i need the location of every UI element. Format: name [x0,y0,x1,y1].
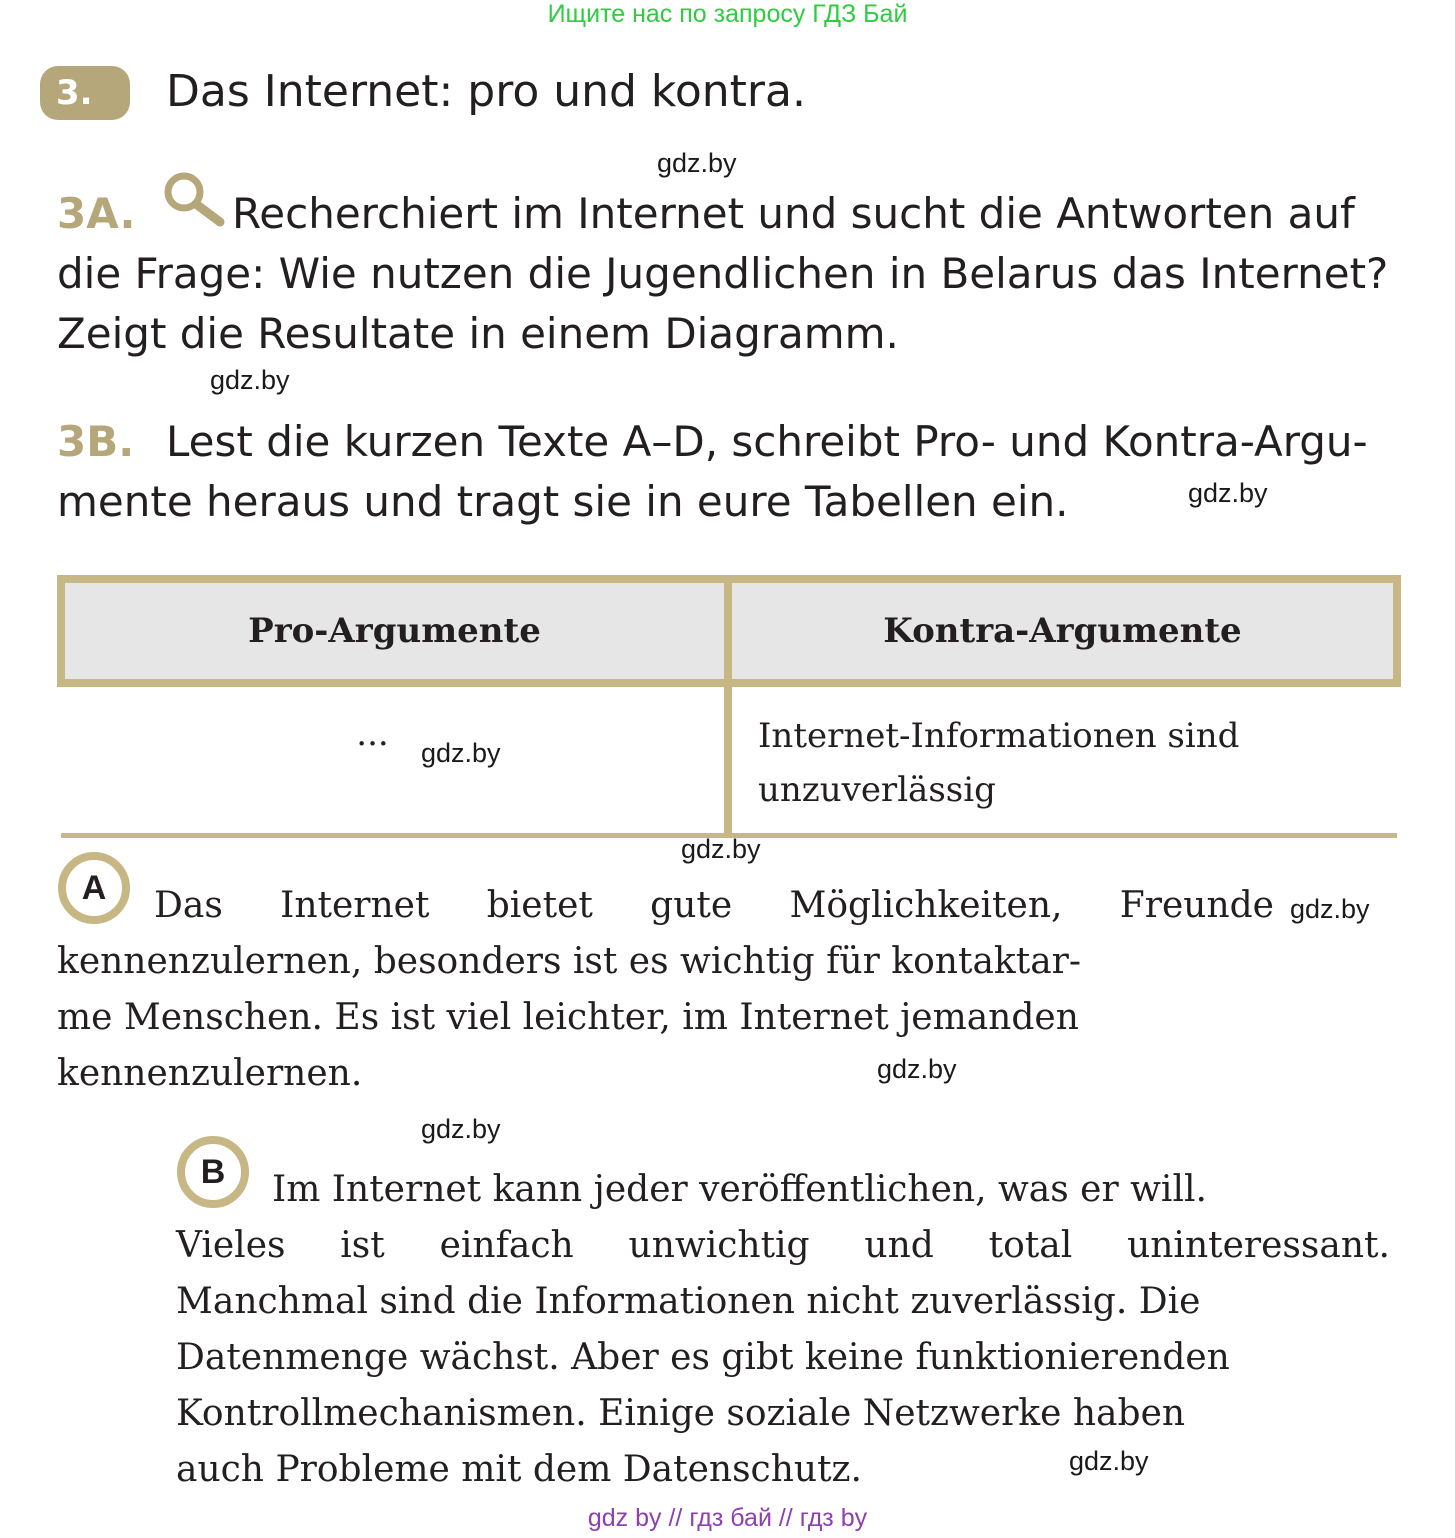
text-b-word: Vieles [176,1225,286,1266]
watermark-gdz: gdz.by [1290,894,1370,924]
text-a-word: Internet [280,885,430,926]
text-b-line-3: Manchmal sind die Informationen nicht zuverlässig. Die [176,1281,1201,1322]
watermark-gdz: gdz.by [877,1054,957,1084]
text-b-line-5: Kontrollmechanismen. Einige soziale Netzwerke haben [176,1393,1186,1434]
pro-header: Pro-Argumente [61,579,728,683]
watermark-gdz: gdz.by [657,148,737,178]
kontra-cell-line-1: Internet-Informationen sind [758,716,1240,756]
text-b-word: einfach [439,1225,574,1266]
text-a-word: Möglichkeiten, [789,885,1063,926]
arguments-table [57,575,1401,838]
watermark-gdz: gdz.by [421,1114,501,1144]
text-a-marker: A [58,852,130,924]
text-b-word: total [988,1225,1073,1266]
text-b-line-6: auch Probleme mit dem Datenschutz. [176,1449,862,1490]
text-b-word: ist [340,1225,385,1266]
text-a-line-3: me Menschen. Es ist viel leichter, im Internet jemanden [57,997,1079,1038]
text-b-word: und [864,1225,934,1266]
kontra-cell [728,683,1397,836]
kontra-cell-line-2: unzuverlässig [758,770,996,810]
task-3a-line-1: Recherchiert im Internet und sucht die Antworten auf [232,189,1355,238]
section-title: Das Internet: pro und kontra. [166,66,806,117]
text-b-word: uninteressant. [1127,1225,1390,1266]
text-b-line-1: Im Internet kann jeder veröffentlichen, was er will. [272,1169,1207,1210]
pro-cell-text: ... [356,714,389,754]
kontra-header: Kontra-Argumente [728,579,1397,683]
magnifier-icon [162,172,226,228]
text-a-word: Das [154,885,223,926]
watermark-gdz: gdz.by [1069,1446,1149,1476]
table-row [61,683,1397,836]
text-a-line-2: kennenzulernen, besonders ist es wichtig für kontaktar- [57,941,1082,982]
task-3b-label: 3B. [57,417,135,466]
pro-cell [61,683,728,836]
watermark-gdz: gdz.by [421,738,501,768]
text-b-line-4: Datenmenge wächst. Aber es gibt keine funktionierenden [176,1337,1230,1378]
task-3b-line-1: Lest die kurzen Texte A–D, schreibt Pro- und Kontra-Argu- [166,417,1368,466]
text-b-line-2 [176,1218,1390,1274]
text-a-line-1 [154,878,1274,934]
watermark-gdz: gdz.by [1188,478,1268,508]
text-a-word: gute [650,885,733,926]
text-a-word: bietet [486,885,593,926]
section-number-badge: 3. [40,66,130,120]
task-3b-line-2: mente heraus und tragt sie in eure Tabellen ein. [57,477,1069,526]
task-3a-line-3: Zeigt die Resultate in einem Diagramm. [57,309,899,358]
watermark-gdz: gdz.by [681,834,761,864]
text-b-word: unwichtig [628,1225,810,1266]
top-watermark: Ищите нас по запросу ГДЗ Бай [547,0,908,28]
task-3a-label: 3A. [57,189,136,238]
text-a-line-4: kennenzulernen. [57,1053,363,1094]
text-a-word: Freunde [1119,885,1274,926]
table-header-row [61,579,1397,683]
watermark-gdz: gdz.by [210,365,290,395]
bottom-watermark: gdz by // гдз бай // гдз by [587,1504,868,1532]
task-3a-line-2: die Frage: Wie nutzen die Jugendlichen in Belarus das Internet? [57,249,1389,298]
text-b-marker: B [177,1136,249,1208]
